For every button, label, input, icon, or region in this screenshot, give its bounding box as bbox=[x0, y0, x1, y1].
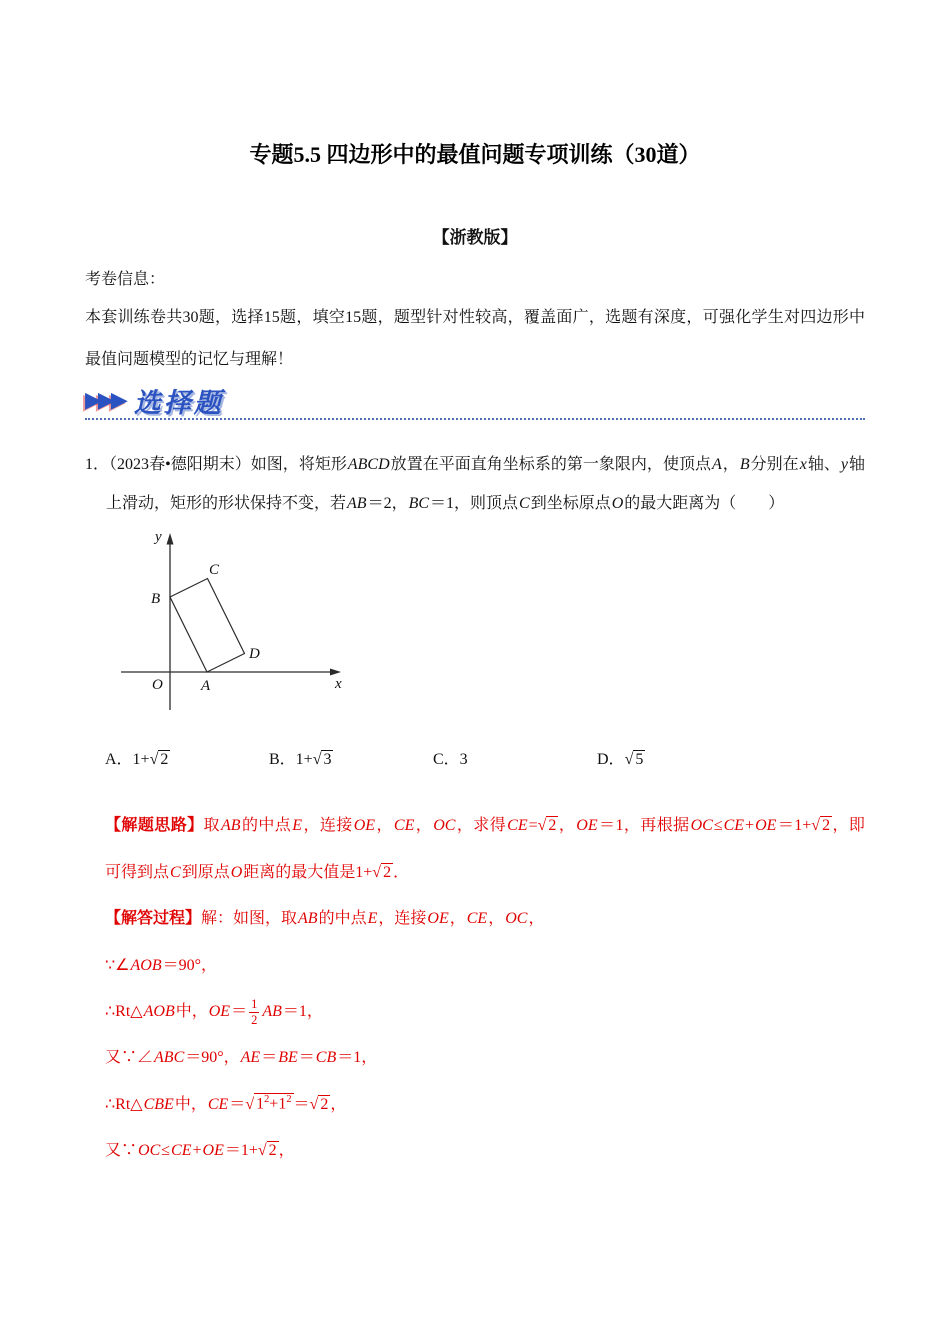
banner-arrows-icon: ▶▶▶ bbox=[85, 387, 124, 413]
section-banner bbox=[85, 384, 865, 416]
doc-title: 专题5.5 四边形中的最值问题专项训练（30道） bbox=[249, 142, 701, 167]
rectangle-abcd bbox=[170, 578, 245, 672]
figure-label-x: x bbox=[335, 675, 342, 692]
solution-step: ∴Rt△CBE中，CE＝√ $1^2+1^2$ ＝√ 2 ， bbox=[105, 1094, 347, 1113]
y-axis-arrow-icon bbox=[167, 533, 174, 545]
solution-step: ∴Rt△AOB中，OE＝ $\frac{1}{2}$ AB＝1， bbox=[105, 997, 323, 1027]
info-label: 考卷信息： bbox=[85, 271, 166, 288]
figure-label-a: A bbox=[201, 677, 211, 694]
geometry-figure bbox=[107, 527, 865, 722]
solution-step: ∵∠AOB＝90°， bbox=[105, 956, 218, 974]
option-a: A．1+√ 2 bbox=[105, 750, 169, 768]
solution-thought: 【解题思路】取AB的中点E，连接OE，CE，OC，求得CE=√ 2 ，OE＝1，再根据OC≤CE+OE＝1+√ 2 ，即可得到点C到原点O距离的最大值是1+√ 2 ． bbox=[105, 817, 865, 881]
figure-label-y: y bbox=[155, 528, 162, 545]
x-axis-arrow-icon bbox=[330, 668, 341, 675]
info-paragraph: 本套训练卷共30题，选择15题，填空15题，题型针对性较高，覆盖面广，选题有深度，可强化学生对四边形中最值问题模型的记忆与理解！ bbox=[85, 309, 865, 368]
option-c: C．3 bbox=[433, 750, 468, 768]
solution-process-header: 【解答过程】解：如图，取AB的中点E，连接OE，CE，OC， bbox=[105, 910, 545, 928]
edition-label: 【浙教版】 bbox=[432, 228, 518, 247]
figure-label-c: C bbox=[209, 561, 220, 578]
figure-label-b: B bbox=[151, 590, 161, 607]
solution-block bbox=[105, 803, 865, 1174]
solution-step: 又∵OC≤CE+OE＝1+√ 2 ， bbox=[105, 1142, 295, 1160]
banner-title: 选择题 bbox=[133, 387, 224, 418]
figure-svg bbox=[107, 527, 357, 717]
solution-step: 又∵∠ABC＝90°，AE＝BE＝CB＝1， bbox=[105, 1049, 378, 1067]
figure-label-d: D bbox=[249, 645, 260, 662]
question-1-text: 1．（2023春•德阳期末）如图，将矩形ABCD放置在平面直角坐标系的第一象限内，使顶点A，B分别在x轴、y轴上滑动，矩形的形状保持不变，若AB＝2，BC＝1，则顶点C到坐标原点O的最大距离为（ ） bbox=[85, 456, 865, 512]
figure-label-o: O bbox=[152, 676, 163, 693]
options-row bbox=[105, 746, 865, 769]
option-b: B．1+√ 3 bbox=[269, 750, 332, 768]
option-d: D．√ 5 bbox=[597, 750, 644, 768]
